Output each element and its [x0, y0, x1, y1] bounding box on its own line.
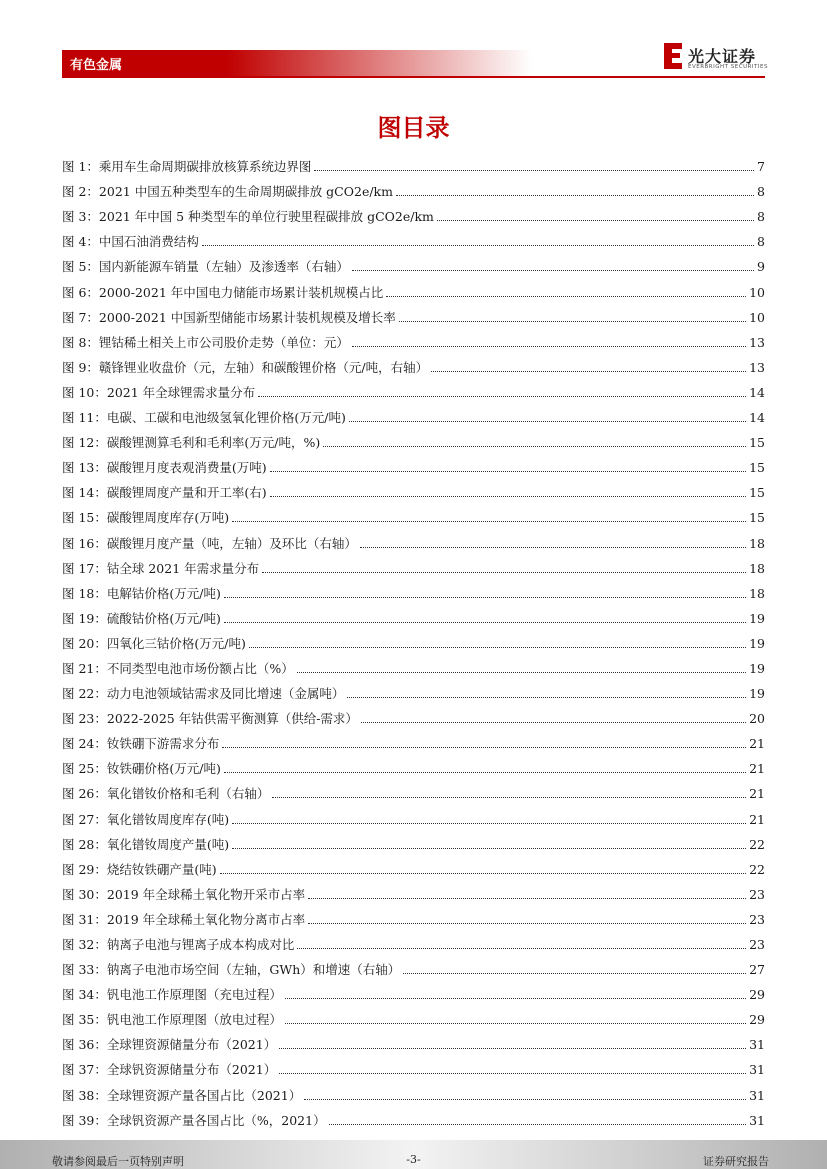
sector-label: 有色金属 [70, 58, 123, 73]
toc-leader-dots [352, 269, 754, 271]
brand-logo-icon [662, 42, 684, 70]
toc-leader-dots [361, 721, 746, 723]
toc-leader-dots [399, 320, 746, 322]
toc-entry-label: 图 32：钠离子电池与锂离子成本构成对比 [62, 937, 295, 952]
toc-entry[interactable] [62, 451, 765, 476]
toc-entry[interactable] [62, 978, 765, 1003]
toc-entry-label: 图 28：氧化镨钕周度产量(吨) [62, 836, 230, 852]
toc-entry-page: 10 [749, 309, 765, 325]
toc-leader-dots [360, 546, 746, 548]
toc-entry-page: 10 [749, 284, 765, 300]
toc-entry[interactable] [62, 903, 765, 928]
toc-entry[interactable] [62, 150, 765, 175]
toc-leader-dots [347, 696, 746, 698]
toc-entry[interactable] [62, 200, 765, 225]
toc-entry-label: 图 17：钴全球 2021 年需求量分布 [62, 560, 260, 576]
toc-leader-dots [249, 646, 746, 648]
toc-entry-label: 图 33：钠离子电池市场空间（左轴，GWh）和增速（右轴） [62, 962, 401, 978]
toc-entry-label: 图 35：钒电池工作原理图（放电过程） [62, 1012, 282, 1028]
toc-leader-dots [258, 395, 746, 397]
footer-report-type: 证券研究报告 [703, 1155, 769, 1168]
toc-leader-dots [220, 872, 746, 874]
toc-entry-page: 7 [757, 159, 765, 175]
toc-entry-page: 23 [749, 886, 765, 902]
toc-leader-dots [202, 244, 754, 246]
toc-leader-dots [437, 219, 754, 221]
toc-leader-dots [224, 771, 746, 773]
toc-entry-page: 22 [749, 836, 765, 852]
toc-leader-dots [297, 671, 746, 673]
toc-entry-page: 23 [749, 937, 765, 952]
toc-entry-page: 19 [749, 686, 765, 702]
toc-entry[interactable] [62, 577, 765, 602]
toc-leader-dots [279, 1047, 746, 1049]
toc-entry[interactable] [62, 1053, 765, 1078]
toc-entry-label: 图 1：乘用车生命周期碳排放核算系统边界图 [62, 159, 312, 175]
toc-entry-page: 31 [749, 1112, 765, 1128]
toc-entry-page: 18 [749, 535, 765, 551]
toc-entry-page: 31 [749, 1037, 765, 1053]
toc-entry-label: 图 8：锂钴稀土相关上市公司股价走势（单位：元） [62, 334, 349, 350]
toc-entry[interactable] [62, 953, 765, 978]
toc-entry-label: 图 36：全球锂资源储量分布（2021） [62, 1037, 277, 1053]
toc-entry[interactable] [62, 777, 765, 802]
toc-entry[interactable] [62, 652, 765, 677]
toc-entry-label: 图 39：全球钒资源产量各国占比（%，2021） [62, 1112, 326, 1128]
toc-entry-label: 图 26：氧化镨钕价格和毛利（右轴） [62, 786, 270, 802]
toc-entry[interactable] [62, 476, 765, 501]
toc-entry[interactable] [62, 1104, 765, 1129]
toc-entry-page: 22 [749, 861, 765, 877]
toc-entry[interactable] [62, 627, 765, 652]
toc-entry[interactable] [62, 501, 765, 526]
toc-entry[interactable] [62, 752, 765, 777]
toc-entry-page: 18 [749, 560, 765, 576]
toc-entry[interactable] [62, 1078, 765, 1103]
toc-entry-label: 图 3：2021 年中国 5 种类型车的单位行驶里程碳排放 gCO2e/km [62, 209, 434, 225]
toc-entry[interactable] [62, 225, 765, 250]
toc-entry-page: 15 [749, 510, 765, 526]
toc-entry-label: 图 31：2019 年全球稀土氧化物分离市占率 [62, 911, 306, 927]
page-title: 图目录 [377, 114, 450, 142]
toc-leader-dots [285, 1022, 746, 1024]
toc-entry-label: 图 21：不同类型电池市场份额占比（%） [62, 660, 294, 676]
toc-leader-dots [323, 445, 746, 447]
toc-entry-label: 图 6：2000-2021 年中国电力储能市场累计装机规模占比 [62, 284, 384, 300]
toc-entry-label: 图 38：全球锂资源产量各国占比（2021） [62, 1087, 302, 1103]
toc-entry-label: 图 9：赣锋锂业收盘价（元，左轴）和碳酸锂价格（元/吨，右轴） [62, 359, 429, 375]
toc-entry-page: 13 [749, 334, 765, 350]
toc-entry-page: 27 [749, 962, 765, 978]
toc-leader-dots [285, 997, 746, 999]
toc-leader-dots [304, 1098, 746, 1100]
toc-entry-label: 图 24：钕铁硼下游需求分布 [62, 736, 220, 752]
toc-leader-dots [352, 345, 746, 347]
toc-entry[interactable] [62, 727, 765, 752]
toc-leader-dots [431, 370, 746, 372]
footer-disclaimer: 敬请参阅最后一页特别声明 [52, 1155, 184, 1168]
toc-entry-label: 图 14：碳酸锂周度产量和开工率(右) [62, 485, 267, 501]
toc-entry-page: 15 [749, 460, 765, 476]
footer-page-number: -3- [406, 1153, 421, 1166]
toc-entry-label: 图 13：碳酸锂月度表观消费量(万吨) [62, 460, 267, 476]
brand-name-en: EVERBRIGHT SECURITIES [688, 64, 768, 70]
toc-leader-dots [308, 922, 746, 924]
toc-leader-dots [314, 169, 754, 171]
toc-entry-label: 图 5：国内新能源车销量（左轴）及渗透率（右轴） [62, 259, 349, 275]
brand-logo [662, 42, 772, 74]
toc-entry-page: 15 [749, 485, 765, 501]
toc-entry-page: 18 [749, 585, 765, 601]
toc-leader-dots [224, 596, 746, 598]
toc-entry-label: 图 7：2000-2021 中国新型储能市场累计装机规模及增长率 [62, 309, 396, 325]
toc-entry-page: 14 [749, 410, 765, 426]
toc-entry-page: 21 [749, 761, 765, 777]
toc-entry[interactable] [62, 802, 765, 827]
toc-entry[interactable] [62, 401, 765, 426]
toc-entry[interactable] [62, 301, 765, 326]
page-header [0, 0, 827, 80]
toc-entry-page: 8 [757, 234, 765, 250]
toc-entry[interactable] [62, 526, 765, 551]
toc-leader-dots [386, 295, 746, 297]
toc-entry[interactable] [62, 878, 765, 903]
toc-entry-label: 图 22：动力电池领域钴需求及同比增速（金属吨） [62, 686, 345, 702]
toc-entry[interactable] [62, 426, 765, 451]
toc-entry[interactable] [62, 1028, 765, 1053]
toc-entry-page: 19 [749, 660, 765, 676]
toc-entry-label: 图 15：碳酸锂周度库存(万吨) [62, 510, 230, 526]
toc-entry-label: 图 34：钒电池工作原理图（充电过程） [62, 987, 282, 1003]
toc-entry[interactable] [62, 702, 765, 727]
toc-leader-dots [329, 1123, 747, 1125]
brand-name-cn: 光大证券 [688, 47, 757, 66]
toc-entry-page: 8 [757, 209, 765, 225]
toc-entry-label: 图 25：钕铁硼价格(万元/吨) [62, 761, 221, 777]
toc-entry-page: 23 [749, 911, 765, 927]
toc-entry-page: 31 [749, 1062, 765, 1078]
toc-entry[interactable] [62, 326, 765, 351]
toc-leader-dots [222, 746, 746, 748]
sector-tag [62, 50, 532, 76]
toc-entry-page: 20 [749, 711, 765, 727]
toc-leader-dots [270, 495, 746, 497]
toc-leader-dots [279, 1072, 746, 1074]
toc-entry[interactable] [62, 376, 765, 401]
toc-entry-page: 19 [749, 635, 765, 651]
toc-entry-page: 29 [749, 987, 765, 1003]
toc-leader-dots [262, 571, 746, 573]
toc-entry-label: 图 18：电解钴价格(万元/吨) [62, 585, 221, 601]
toc-entry[interactable] [62, 552, 765, 577]
toc-entry-label: 图 19：硫酸钴价格(万元/吨) [62, 610, 221, 626]
header-rule [62, 76, 765, 78]
toc-entry[interactable] [62, 351, 765, 376]
toc-leader-dots [232, 822, 746, 824]
toc-leader-dots [308, 897, 746, 899]
toc-leader-dots [270, 470, 746, 472]
toc-entry[interactable] [62, 602, 765, 627]
toc-entry-page: 29 [749, 1012, 765, 1028]
toc-entry-label: 图 2：2021 中国五种类型车的生命周期碳排放 gCO2e/km [62, 184, 393, 200]
toc-entry-label: 图 30：2019 年全球稀土氧化物开采市占率 [62, 886, 306, 902]
toc-leader-dots [224, 621, 746, 623]
toc-entry-label: 图 27：氧化镨钕周度库存(吨) [62, 811, 230, 827]
toc-leader-dots [297, 947, 746, 949]
toc-entry[interactable] [62, 677, 765, 702]
toc-entry-page: 8 [757, 184, 765, 200]
toc-leader-dots [232, 847, 746, 849]
toc-entry-page: 21 [749, 811, 765, 827]
toc-entry-label: 图 23：2022-2025 年钴供需平衡测算（供给-需求） [62, 711, 358, 727]
figure-list [62, 150, 765, 1129]
toc-entry[interactable] [62, 275, 765, 300]
toc-entry[interactable] [62, 175, 765, 200]
toc-leader-dots [396, 194, 754, 196]
toc-entry-page: 31 [749, 1087, 765, 1103]
toc-entry-page: 14 [749, 384, 765, 400]
toc-entry[interactable] [62, 828, 765, 853]
toc-leader-dots [232, 520, 746, 522]
toc-entry-label: 图 37：全球钒资源储量分布（2021） [62, 1062, 277, 1078]
toc-entry-label: 图 20：四氧化三钴价格(万元/吨) [62, 635, 246, 651]
toc-entry[interactable] [62, 928, 765, 953]
toc-leader-dots [403, 972, 746, 974]
toc-entry-page: 21 [749, 786, 765, 802]
toc-entry-label: 图 10：2021 年全球锂需求量分布 [62, 384, 256, 400]
toc-leader-dots [272, 796, 746, 798]
toc-entry-page: 19 [749, 610, 765, 626]
toc-entry[interactable] [62, 250, 765, 275]
toc-leader-dots [349, 420, 746, 422]
toc-entry-label: 图 29：烧结钕铁硼产量(吨) [62, 861, 217, 877]
toc-entry-page: 13 [749, 359, 765, 375]
toc-entry-page: 21 [749, 736, 765, 752]
toc-entry-page: 15 [749, 435, 765, 451]
toc-entry[interactable] [62, 1003, 765, 1028]
toc-entry-label: 图 4：中国石油消费结构 [62, 234, 199, 250]
toc-entry-label: 图 11：电碳、工碳和电池级氢氧化锂价格(万元/吨) [62, 410, 346, 426]
toc-entry[interactable] [62, 853, 765, 878]
toc-entry-label: 图 16：碳酸锂月度产量（吨，左轴）及环比（右轴） [62, 535, 357, 551]
toc-entry-label: 图 12：碳酸锂测算毛利和毛利率(万元/吨，%) [62, 435, 321, 451]
toc-entry-page: 9 [757, 259, 765, 275]
